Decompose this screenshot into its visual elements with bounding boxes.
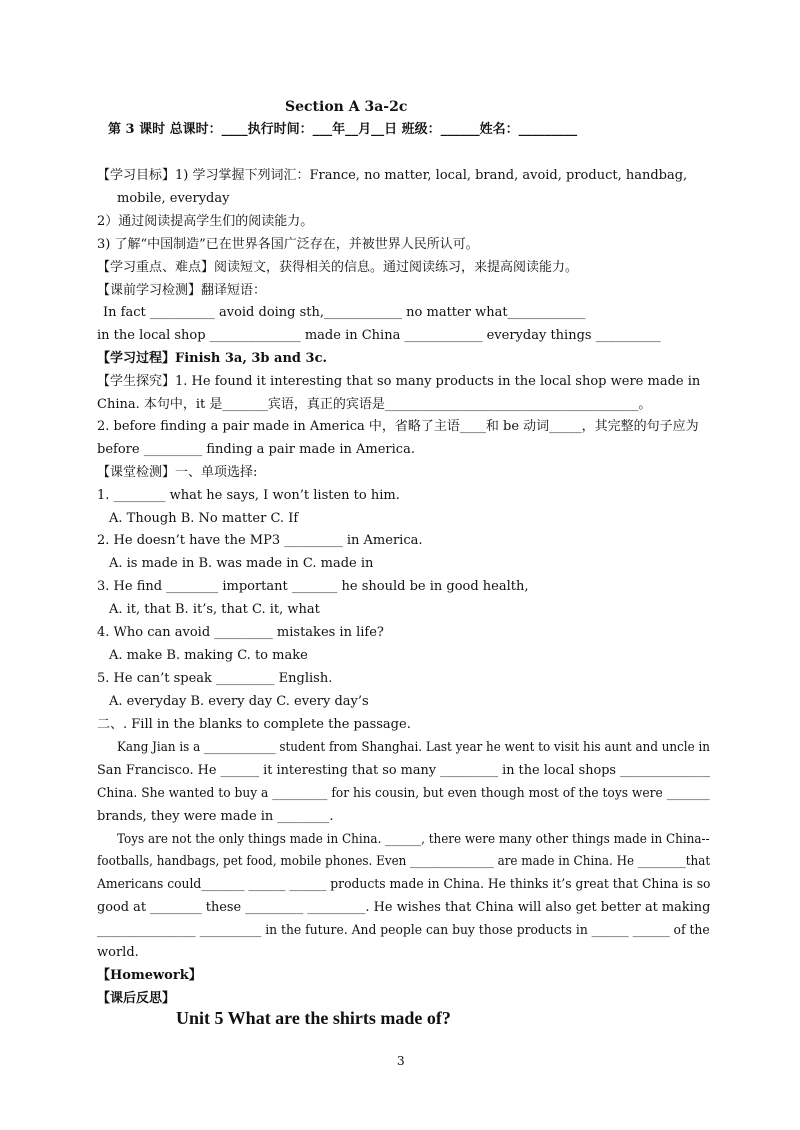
- quiz-question-5: 5. He can’t speak _________ English.: [97, 671, 333, 686]
- goals-line-2: 2）通过阅读提高学生们的阅读能力。: [97, 214, 314, 229]
- quiz-title: 【课堂检测】一、单项选择:: [97, 465, 258, 480]
- passage-line: Americans could_______ ______ ______ products made in China. He thinks it’s great that China is so: [97, 877, 711, 892]
- process-line: 【学习过程】Finish 3a, 3b and 3c.: [97, 351, 328, 366]
- goals-line-1: 【学习目标】1) 学习掌握下列词汇：France, no matter, local, brand, avoid, product, handbag,: [97, 168, 688, 183]
- passage-line: Toys are not the only things made in China. ______, there were many other things made in China--: [117, 832, 710, 847]
- quiz-question-3: 3. He find ________ important _______ he should be in good health,: [97, 579, 529, 594]
- pretest-row-2: in the local shop ______________ made in China ____________ everyday things __________: [97, 328, 661, 343]
- section-title: Section A 3a-2c: [285, 99, 408, 115]
- explore-line-4: before _________ finding a pair made in America.: [97, 442, 415, 457]
- passage-line: ________________ __________ in the future. And people can buy those products in ______ ______ of the: [97, 923, 710, 938]
- quiz-options-4: A. make B. making C. to make: [109, 648, 308, 663]
- page-number: 3: [397, 1054, 405, 1068]
- explore-line-1: 【学生探究】1. He found it interesting that so many products in the local shop were made in: [97, 374, 701, 389]
- passage-line: brands, they were made in ________.: [97, 809, 334, 824]
- explore-line-2: China. 本句中，it 是_______宾语，真正的宾语是_______________________________________。: [97, 397, 652, 412]
- quiz-question-1: 1. ________ what he says, I won’t listen to him.: [97, 488, 400, 503]
- quiz-question-4: 4. Who can avoid _________ mistakes in life?: [97, 625, 384, 640]
- passage-line: Kang Jian is a ____________ student from Shanghai. Last year he went to visit his aunt and uncle in: [117, 740, 710, 755]
- pretest-row-1: In fact __________ avoid doing sth,____________ no matter what____________: [103, 305, 586, 320]
- passage-line: China. She wanted to buy a _________ for his cousin, but even though most of the toys were _______: [97, 786, 710, 801]
- focus-line: 【学习重点、难点】阅读短文，获得相关的信息。通过阅读练习，来提高阅读能力。: [97, 260, 579, 275]
- pretest-title: 【课前学习检测】翻译短语：: [97, 283, 267, 298]
- passage-line: San Francisco. He ______ it interesting that so many _________ in the local shops ______________: [97, 763, 711, 778]
- passage-line: good at ________ these _________ _________. He wishes that China will also get better at making: [97, 900, 711, 915]
- quiz-options-3: A. it, that B. it’s, that C. it, what: [109, 602, 320, 617]
- quiz-options-2: A. is made in B. was made in C. made in: [109, 556, 374, 571]
- passage-line: footballs, handbags, pet food, mobile phones. Even ______________ are made in China. He ________that: [97, 854, 711, 869]
- goals-line-3: 3) 了解“中国制造”已在世界各国广泛存在，并被世界人民所认可。: [97, 237, 479, 252]
- unit-title: Unit 5 What are the shirts made of?: [176, 1008, 451, 1028]
- quiz-options-1: A. Though B. No matter C. If: [109, 511, 299, 526]
- quiz-question-2: 2. He doesn’t have the MP3 _________ in America.: [97, 533, 423, 548]
- passage-line: world.: [97, 945, 139, 960]
- quiz-options-5: A. everyday B. every day C. every day’s: [109, 694, 369, 709]
- goals-line-1b: mobile, everyday: [117, 191, 230, 206]
- homework-heading: 【Homework】: [97, 968, 202, 983]
- passage-title: 二、. Fill in the blanks to complete the passage.: [97, 717, 411, 732]
- explore-line-3: 2. before finding a pair made in America 中，省略了主语____和 be 动词_____，其完整的句子应为: [97, 419, 699, 434]
- lesson-info: 第 3 课时 总课时：____执行时间：___年__月__日 班级：______姓名：_________: [108, 122, 578, 137]
- reflection-heading: 【课后反思】: [97, 991, 176, 1006]
